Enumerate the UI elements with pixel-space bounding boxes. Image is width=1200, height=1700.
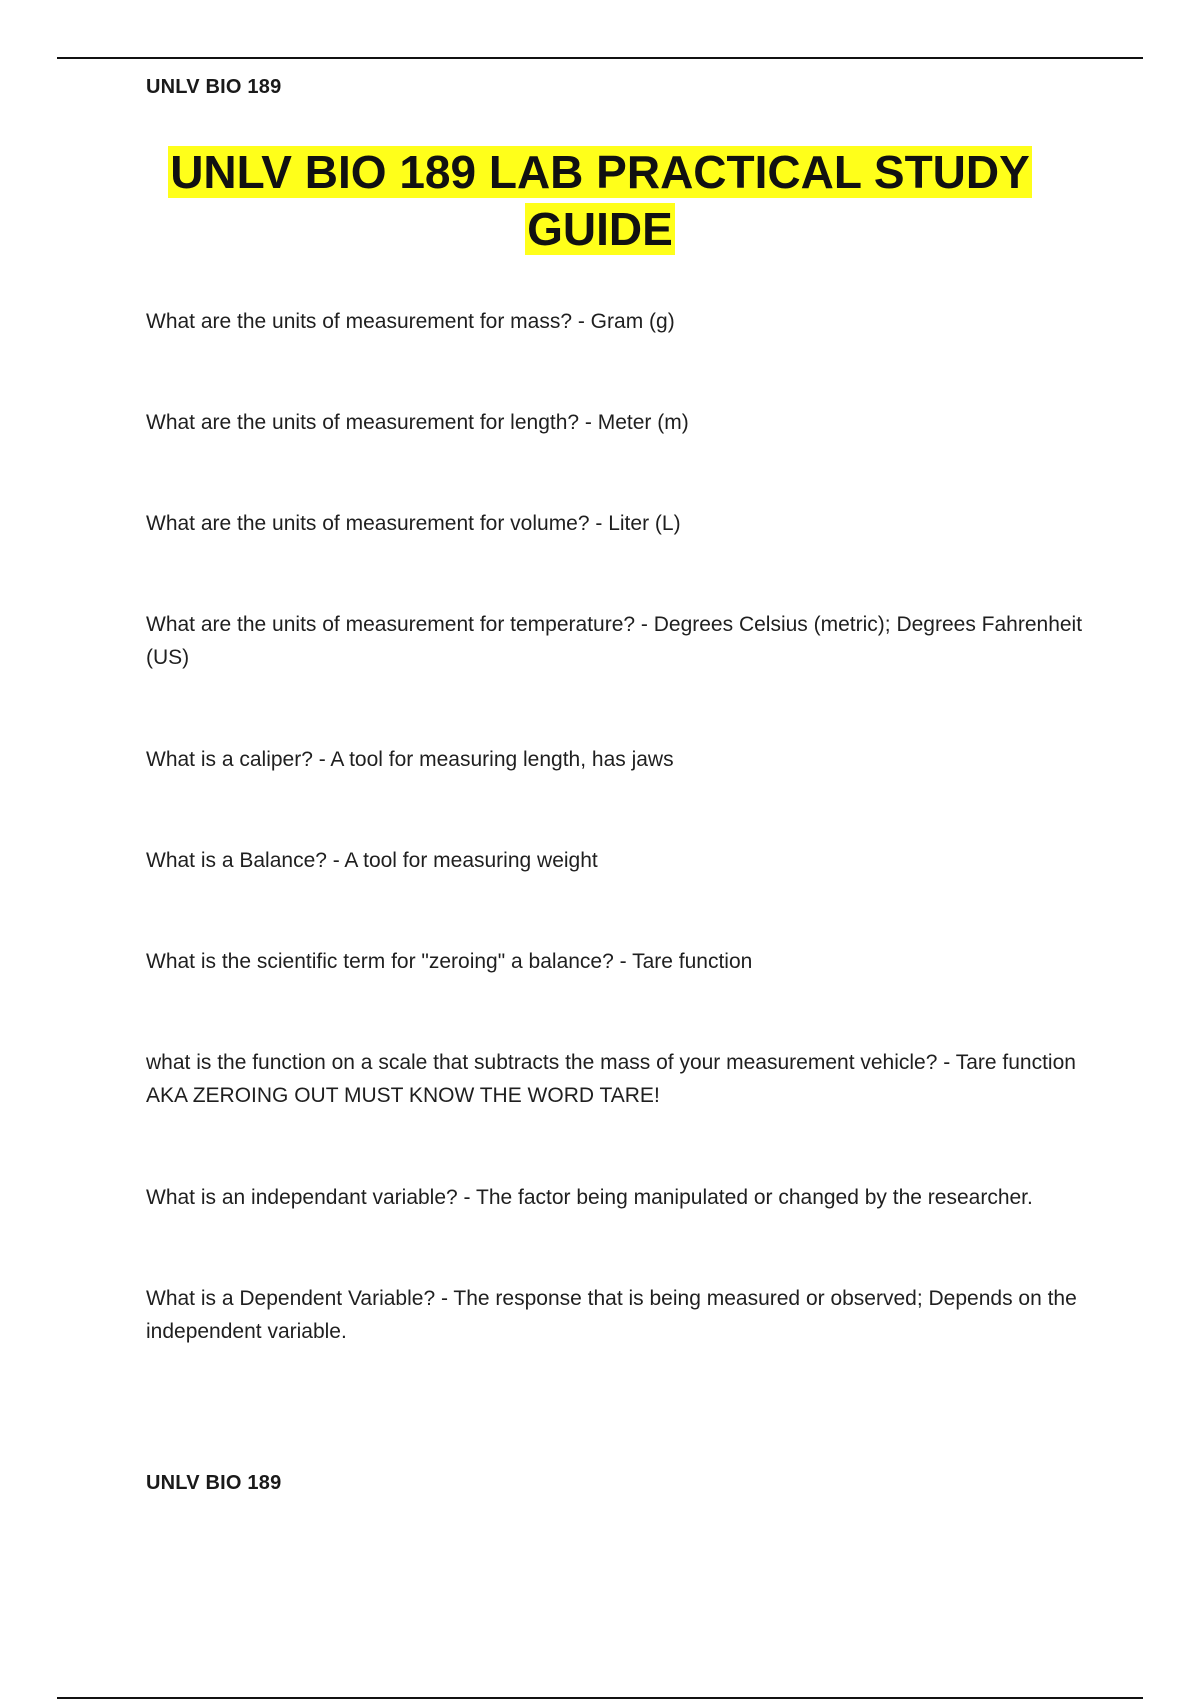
- question-item-length: What are the units of measurement for length? - Meter (m): [146, 411, 689, 434]
- question-item-tare: what is the function on a scale that subtracts the mass of your measurement vehicle? - Tare function AKA ZEROING OUT MUST KNOW THE WORD TARE!: [146, 1051, 1076, 1107]
- question-item-independent-variable: What is an independant variable? - The factor being manipulated or changed by the researcher.: [146, 1186, 1033, 1209]
- document-title: [100, 144, 1100, 258]
- top-rule: [57, 57, 1143, 59]
- question-item-caliper: What is a caliper? - A tool for measuring length, has jaws: [146, 748, 674, 771]
- running-header: UNLV BIO 189: [146, 76, 282, 98]
- question-item-dependent-variable: What is a Dependent Variable? - The response that is being measured or observed; Depends on the independent variable.: [146, 1287, 1077, 1343]
- running-footer: UNLV BIO 189: [146, 1472, 282, 1494]
- title-highlight: UNLV BIO 189 LAB PRACTICAL STUDY GUIDE: [170, 146, 1030, 255]
- question-item-balance: What is a Balance? - A tool for measuring weight: [146, 849, 598, 872]
- question-item-temperature: What are the units of measurement for temperature? - Degrees Celsius (metric); Degrees Fahrenheit (US): [146, 613, 1083, 669]
- question-item-volume: What are the units of measurement for volume? - Liter (L): [146, 512, 681, 535]
- question-item-zeroing: What is the scientific term for "zeroing" a balance? - Tare function: [146, 950, 753, 973]
- question-item-mass: What are the units of measurement for mass? - Gram (g): [146, 310, 675, 333]
- bottom-rule: [57, 1697, 1143, 1699]
